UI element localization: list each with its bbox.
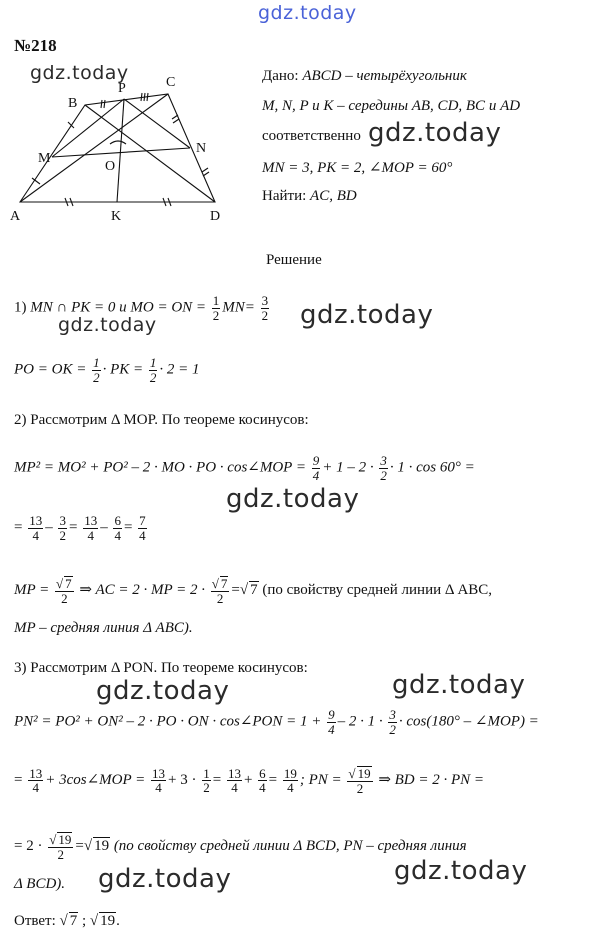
diagonal-ac bbox=[20, 94, 168, 202]
label-n: N bbox=[196, 141, 207, 156]
watermark-2: gdz.today bbox=[58, 314, 157, 336]
segment-pn bbox=[124, 99, 190, 148]
step-2-result: = $\frac{13}{4}$ – $\frac{3}{2}$ = $\frac{13}{4}$ – $\frac{6}{4}$ = $\frac{7}{4}$ bbox=[14, 513, 146, 543]
watermark-6: gdz.today bbox=[98, 864, 232, 894]
label-b: B bbox=[68, 96, 78, 111]
watermark-diagram: gdz.today bbox=[30, 62, 129, 84]
label-k: K bbox=[111, 209, 122, 224]
label-o: O bbox=[105, 159, 116, 174]
step-3-bd: = 2 · √ $\frac{19}{2}$ =√ 19 (по свойству средней линии Δ BCD, PN – средняя линия bbox=[14, 832, 467, 861]
watermark-top: gdz.today bbox=[258, 2, 357, 24]
label-c: C bbox=[166, 75, 176, 90]
find-line: Найти: AC, BD bbox=[262, 188, 357, 204]
angle-arc bbox=[110, 141, 126, 144]
step-2-note: MP – средняя линия Δ ABC). bbox=[14, 620, 193, 636]
watermark-1: gdz.today bbox=[300, 300, 434, 330]
label-m: M bbox=[38, 151, 51, 166]
label-a: A bbox=[10, 209, 21, 224]
step-3-heading: 3) Рассмотрим Δ PON. По теореме косинусов: bbox=[14, 660, 308, 676]
watermark-7: gdz.today bbox=[394, 856, 528, 886]
step-3-formula: PN² = PO² + ON² – 2 · PO · ON · cos∠PON = 1 + $\frac{9}{4}$ – 2 · 1 · $\frac{3}{2}$ · cos(180° – ∠MOP) = bbox=[14, 707, 539, 737]
given-line-3: соответственно bbox=[262, 128, 361, 144]
step-3-result: = $\frac{13}{4}$ + 3cos∠MOP = $\frac{13}{4}$ + 3 · $\frac{1}{2}$ = $\frac{13}{4}$ + $\frac{6}{4}$ = $\frac{19}{4}$ ; PN = √ $\frac{19}{2}$ ⇒ BD = 2 · PN = bbox=[14, 766, 484, 795]
segment-pk bbox=[117, 99, 124, 202]
step-1: 1) MN ∩ PK = 0 и MO = ON = $\frac{1}{2}$ MN= $\frac{3}{2}$ bbox=[14, 293, 269, 323]
step-2-mp: MP = √ $\frac{7}{2}$ ⇒ AC = 2 · MP = 2 · √ $\frac{7}{2}$ =√ 7 (по свойству средней линии Δ ABC, bbox=[14, 576, 492, 605]
label-p: P bbox=[118, 81, 126, 96]
given-line-2: M, N, P и K – середины AB, CD, BC и AD bbox=[262, 98, 521, 114]
watermark-given: gdz.today bbox=[368, 118, 502, 148]
step-1b: PO = OK = $\frac{1}{2}$ · PK = $\frac{1}{2}$ · 2 = 1 bbox=[14, 355, 200, 385]
watermark-5: gdz.today bbox=[392, 670, 526, 700]
label-d: D bbox=[210, 209, 221, 224]
given-line-4: MN = 3, PK = 2, ∠MOP = 60° bbox=[262, 160, 453, 176]
problem-number: №218 bbox=[14, 36, 57, 55]
step-2-formula: MP² = MO² + PO² – 2 · MO · PO · cos∠MOP = $\frac{9}{4}$ + 1 – 2 · $\frac{3}{2}$ · 1 · cos 60° = bbox=[14, 453, 475, 483]
watermark-4: gdz.today bbox=[96, 676, 230, 706]
given-line-1: Дано: ABCD – четырёхугольник bbox=[262, 68, 467, 84]
quadrilateral-diagram bbox=[10, 62, 250, 234]
step-2-heading: 2) Рассмотрим Δ MOP. По теореме косинусов: bbox=[14, 412, 309, 428]
solution-title: Решение bbox=[266, 252, 322, 268]
answer: Ответ: √ 7 ; √ 19. bbox=[14, 912, 120, 930]
step-3-note: Δ BCD). bbox=[14, 876, 66, 892]
watermark-3: gdz.today bbox=[226, 484, 360, 514]
